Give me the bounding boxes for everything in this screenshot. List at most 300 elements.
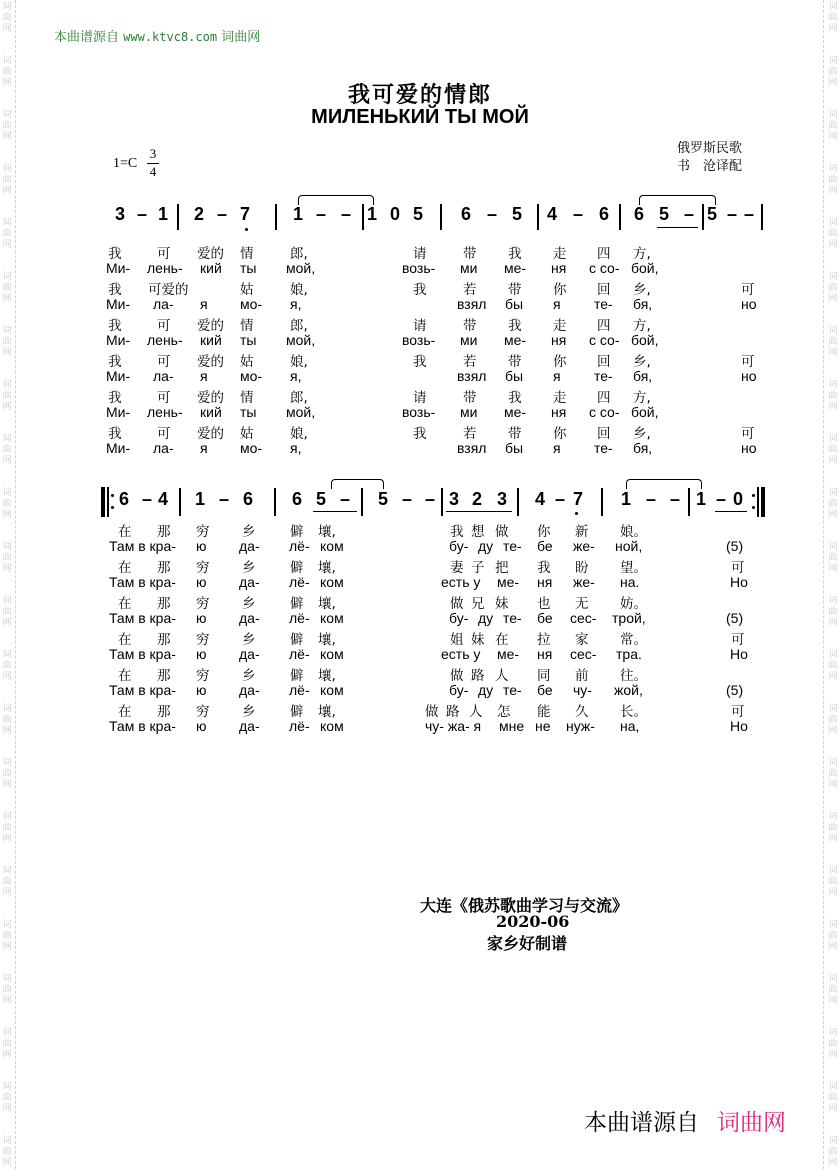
lyric-syllable-chinese: 乡 (242, 704, 256, 720)
lyric-syllable-russian: бу- (449, 682, 469, 698)
lyric-syllable-russian: Там в кра- (109, 538, 176, 554)
jianpu-note: – (219, 489, 230, 509)
watermark-char: 网 (2, 348, 12, 358)
watermark-char: 网 (828, 456, 838, 466)
watermark-char: 网 (2, 1158, 12, 1168)
lyric-syllable-chinese: 僻 (290, 560, 304, 576)
lyric-syllable-chinese: 望。 (620, 560, 647, 576)
lyric-syllable-russian: я (553, 296, 561, 312)
lyric-syllable-chinese: 请 (413, 246, 427, 262)
watermark-char: 词 (828, 1082, 838, 1092)
lyric-syllable-russian: же- (573, 538, 595, 554)
watermark-char: 曲 (828, 931, 838, 941)
watermark-char: 词 (828, 326, 838, 336)
lyric-syllable-russian: ты (240, 332, 257, 348)
watermark-char: 词 (828, 1136, 838, 1146)
barline (688, 488, 690, 516)
jianpu-note: 0 (733, 489, 744, 509)
lyric-syllable-russian: бе (537, 682, 553, 698)
lyric-syllable-russian: я (200, 440, 208, 456)
jianpu-note: 6 (292, 489, 303, 509)
lyric-syllable-chinese: 人 (469, 704, 483, 720)
lyric-syllable-chinese: 做 (495, 524, 509, 540)
lyric-syllable-chinese: 四 (597, 318, 611, 334)
bottom-brand (584, 1104, 786, 1137)
lyric-syllable-russian: но (741, 440, 757, 456)
lyric-syllable-chinese: 僻 (290, 668, 304, 684)
lyric-syllable-chinese: 娘, (290, 282, 308, 298)
lyric-syllable-chinese: 在 (118, 632, 132, 648)
low-octave-dot (245, 228, 248, 231)
lyric-syllable-russian: ду (478, 538, 494, 554)
lyric-syllable-russian: мо- (240, 440, 263, 456)
lyric-syllable-russian: же- (573, 574, 595, 590)
watermark-char: 曲 (828, 229, 838, 239)
repeat-dot (752, 494, 755, 497)
lyric-syllable-russian: но (741, 368, 757, 384)
jianpu-note: – (402, 489, 413, 509)
jianpu-note: 3 (497, 489, 508, 509)
time-signature-top: 3 (149, 146, 157, 161)
lyric-syllable-russian: нуж- (566, 718, 595, 734)
lyric-syllable-chinese: 乡 (242, 560, 256, 576)
watermark-char: 网 (2, 726, 12, 736)
barline (440, 204, 442, 230)
tie-slur (639, 195, 716, 205)
lyric-syllable-chinese: 同 (537, 668, 551, 684)
lyric-syllable-russian: ком (320, 610, 344, 626)
lyric-syllable-chinese: 若 (463, 354, 477, 370)
jianpu-note: 4 (535, 489, 546, 509)
lyric-syllable-russian: лень- (147, 404, 183, 420)
lyric-syllable-chinese: 方, (633, 390, 651, 406)
lyric-syllable-russian: на. (620, 574, 640, 590)
lyric-syllable-russian: те- (503, 682, 522, 698)
lyric-syllable-russian: (5) (726, 682, 744, 698)
watermark-char: 词 (2, 812, 12, 822)
lyric-syllable-russian: да- (239, 538, 260, 554)
lyric-syllable-chinese: 那 (157, 524, 171, 540)
watermark-char: 词 (828, 2, 838, 12)
lyric-syllable-chinese: 走 (553, 246, 567, 262)
watermark-char: 曲 (2, 553, 12, 563)
watermark-char: 词 (828, 704, 838, 714)
lyric-syllable-russian: с со- (589, 260, 620, 276)
watermark-char: 曲 (828, 1147, 838, 1157)
watermark-char: 词 (828, 56, 838, 66)
watermark-char: 曲 (828, 985, 838, 995)
watermark-char: 词 (828, 272, 838, 282)
jianpu-note: – (137, 204, 148, 224)
lyric-syllable-russian: те- (594, 296, 613, 312)
jianpu-note: 2 (472, 489, 483, 509)
lyric-syllable-chinese: 乡 (242, 632, 256, 648)
watermark-char: 词 (828, 812, 838, 822)
watermark-char: 曲 (828, 283, 838, 293)
watermark-char: 网 (828, 510, 838, 520)
lyric-syllable-chinese: 若 (463, 282, 477, 298)
bottom-brand-right[interactable]: 词曲网 (717, 1110, 786, 1136)
site-header (54, 26, 260, 45)
watermark-char: 网 (828, 996, 838, 1006)
watermark-char: 曲 (828, 715, 838, 725)
site-url[interactable]: www.ktvc8.com (123, 30, 218, 44)
watermark-char: 词 (2, 920, 12, 930)
barline (517, 488, 519, 516)
lyric-syllable-russian: ми (460, 332, 478, 348)
lyric-syllable-russian: бя, (633, 296, 653, 312)
watermark-char: 曲 (2, 499, 12, 509)
watermark-char: 词 (828, 1028, 838, 1038)
watermark-char: 曲 (2, 715, 12, 725)
lyric-syllable-chinese: 可 (157, 354, 171, 370)
song-title-chinese: 我可爱的情郎 (347, 82, 492, 108)
lyric-syllable-russian: ю (196, 718, 207, 734)
watermark-char: 曲 (2, 1147, 12, 1157)
watermark-char: 曲 (2, 391, 12, 401)
lyric-syllable-chinese: 穷 (196, 596, 210, 612)
lyric-syllable-chinese: 人 (495, 668, 509, 684)
watermark-char: 网 (828, 834, 838, 844)
lyric-syllable-russian: лё- (289, 574, 310, 590)
lyric-syllable-russian: ю (196, 574, 207, 590)
lyric-syllable-russian: возь- (402, 404, 436, 420)
lyric-syllable-chinese: 我 (508, 246, 522, 262)
watermark-char: 网 (2, 456, 12, 466)
lyric-syllable-chinese: 请 (413, 390, 427, 406)
lyric-syllable-chinese: 回 (597, 354, 611, 370)
right-border-watermark (826, 0, 840, 1169)
tie-slur (331, 479, 384, 489)
site-prefix: 本曲谱源自 (54, 30, 120, 45)
lyric-syllable-russian: я (553, 440, 561, 456)
watermark-char: 网 (828, 1158, 838, 1168)
lyric-syllable-chinese: 情 (240, 390, 254, 406)
lyric-syllable-russian: да- (239, 646, 260, 662)
lyric-syllable-chinese: 我 (413, 282, 427, 298)
repeat-start-barline (101, 487, 105, 517)
lyric-syllable-chinese: 娘, (290, 354, 308, 370)
watermark-char: 曲 (2, 877, 12, 887)
lyric-syllable-chinese: 带 (463, 390, 477, 406)
lyric-syllable-russian: (5) (726, 538, 744, 554)
jianpu-note: – (316, 204, 327, 224)
watermark-char: 词 (2, 1136, 12, 1146)
footer-maker: 家乡好制谱 (487, 934, 568, 953)
lyric-syllable-russian: лё- (289, 646, 310, 662)
jianpu-note: 7 (573, 489, 584, 509)
lyric-syllable-chinese: 做 (425, 704, 439, 720)
watermark-char: 词 (2, 650, 12, 660)
lyric-syllable-chinese: 想 (471, 524, 485, 540)
watermark-char: 曲 (828, 661, 838, 671)
lyric-syllable-chinese: 乡 (242, 524, 256, 540)
watermark-char: 曲 (828, 121, 838, 131)
lyric-syllable-russian: мо- (240, 296, 263, 312)
jianpu-note: 4 (158, 489, 169, 509)
watermark-char: 网 (2, 672, 12, 682)
lyric-syllable-chinese: 带 (508, 354, 522, 370)
left-dashed-rule (15, 0, 16, 1169)
jianpu-note: 4 (547, 204, 558, 224)
barline (274, 488, 276, 516)
watermark-char: 网 (2, 618, 12, 628)
watermark-char: 网 (2, 294, 12, 304)
lyric-syllable-chinese: 穷 (196, 560, 210, 576)
jianpu-note: – (744, 204, 755, 224)
lyric-syllable-chinese: 情 (240, 318, 254, 334)
lyric-syllable-chinese: 我 (108, 354, 122, 370)
watermark-char: 网 (2, 402, 12, 412)
jianpu-note: 6 (119, 489, 130, 509)
watermark-char: 词 (828, 218, 838, 228)
lyric-syllable-chinese: 穷 (196, 632, 210, 648)
lyric-syllable-russian: Там в кра- (109, 574, 176, 590)
lyric-syllable-russian: да- (239, 610, 260, 626)
key-signature: 1=C (113, 156, 138, 171)
jianpu-note: 6 (243, 489, 254, 509)
lyric-syllable-chinese: 请 (413, 318, 427, 334)
watermark-char: 网 (2, 510, 12, 520)
lyric-syllable-chinese: 在 (118, 560, 132, 576)
lyric-syllable-russian: лень- (147, 332, 183, 348)
watermark-char: 曲 (2, 661, 12, 671)
lyric-syllable-russian: бы (505, 296, 524, 312)
watermark-char: 网 (2, 942, 12, 952)
lyric-syllable-russian: да- (239, 682, 260, 698)
lyric-syllable-russian: ня (551, 404, 567, 420)
watermark-char: 词 (2, 1082, 12, 1092)
lyric-syllable-chinese: 怎 (497, 704, 511, 720)
repeat-dot (111, 506, 114, 509)
right-dashed-rule (823, 0, 824, 1169)
watermark-char: 曲 (2, 985, 12, 995)
jianpu-note: 1 (195, 489, 206, 509)
lyric-syllable-chinese: 若 (463, 426, 477, 442)
watermark-char: 网 (828, 348, 838, 358)
lyric-syllable-chinese: 你 (553, 426, 567, 442)
lyric-syllable-russian: Там в кра- (109, 718, 176, 734)
lyric-syllable-russian: с со- (589, 332, 620, 348)
credit-arranger: 书 沧译配 (677, 159, 743, 174)
lyric-syllable-russian: ду (478, 610, 494, 626)
footer-source: 大连《俄苏歌曲学习与交流》 (420, 896, 629, 915)
lyric-syllable-russian: ком (320, 538, 344, 554)
lyric-syllable-chinese: 新 (575, 524, 589, 540)
lyric-syllable-russian: Ми- (106, 296, 131, 312)
lyric-syllable-russian: ком (320, 646, 344, 662)
lyric-syllable-russian: ты (240, 404, 257, 420)
lyric-syllable-russian: я, (290, 296, 302, 312)
lyric-syllable-russian: мо- (240, 368, 263, 384)
lyric-syllable-chinese: 我 (508, 390, 522, 406)
jianpu-note: – (217, 204, 228, 224)
lyric-syllable-chinese: 你 (553, 354, 567, 370)
lyric-syllable-russian: возь- (402, 260, 436, 276)
lyric-syllable-russian: ной, (615, 538, 643, 554)
low-octave-dot (575, 512, 578, 515)
lyric-syllable-russian: чу- (573, 682, 592, 698)
underline-beam (715, 511, 747, 512)
lyric-syllable-chinese: 我 (508, 318, 522, 334)
watermark-char: 曲 (2, 283, 12, 293)
lyric-syllable-chinese: 爱的 (197, 318, 224, 334)
lyric-syllable-chinese: 我 (108, 282, 122, 298)
watermark-char: 网 (828, 888, 838, 898)
jianpu-note: 5 (707, 204, 718, 224)
lyric-syllable-chinese: 带 (463, 246, 477, 262)
lyric-syllable-chinese: 也 (537, 596, 551, 612)
lyric-syllable-chinese: 我 (108, 426, 122, 442)
jianpu-note: 1 (621, 489, 632, 509)
lyric-syllable-chinese: 在 (118, 704, 132, 720)
watermark-char: 网 (2, 24, 12, 34)
watermark-char: 词 (2, 326, 12, 336)
lyric-syllable-chinese: 可 (741, 426, 755, 442)
song-title-russian: МИЛЕНЬКИЙ ТЫ МОЙ (311, 106, 529, 128)
lyric-syllable-russian: бе (537, 610, 553, 626)
watermark-char: 词 (2, 218, 12, 228)
lyric-syllable-russian: взял (457, 368, 487, 384)
lyric-syllable-chinese: 壤, (318, 560, 336, 576)
watermark-char: 曲 (2, 67, 12, 77)
watermark-char: 曲 (2, 1093, 12, 1103)
lyric-syllable-russian: ла- (153, 296, 174, 312)
lyric-syllable-chinese: 我 (108, 318, 122, 334)
lyric-syllable-russian: лё- (289, 610, 310, 626)
watermark-char: 词 (2, 596, 12, 606)
lyric-syllable-chinese: 带 (463, 318, 477, 334)
jianpu-note: 3 (115, 204, 126, 224)
underline-beam (446, 511, 512, 512)
lyric-syllable-russian: Ми- (106, 440, 131, 456)
underline-beam (313, 511, 357, 512)
lyric-syllable-chinese: 回 (597, 426, 611, 442)
lyric-syllable-russian: ю (196, 646, 207, 662)
watermark-char: 词 (828, 110, 838, 120)
barline (702, 204, 704, 230)
lyric-syllable-russian: ду (478, 682, 494, 698)
watermark-char: 网 (2, 1104, 12, 1114)
lyric-syllable-russian: бой, (631, 404, 659, 420)
lyric-syllable-russian: кий (200, 260, 222, 276)
watermark-char: 网 (828, 942, 838, 952)
jianpu-note: – (684, 204, 695, 224)
jianpu-note: – (670, 489, 681, 509)
lyric-syllable-chinese: 乡 (242, 596, 256, 612)
lyric-syllable-russian: ми (460, 404, 478, 420)
time-signature-bottom: 4 (149, 164, 157, 179)
watermark-char: 词 (828, 650, 838, 660)
watermark-char: 网 (2, 564, 12, 574)
lyric-syllable-chinese: 在 (118, 668, 132, 684)
lyric-syllable-chinese: 僻 (290, 632, 304, 648)
watermark-char: 网 (2, 1050, 12, 1060)
watermark-char: 曲 (828, 67, 838, 77)
repeat-dot (752, 506, 755, 509)
watermark-char: 网 (828, 240, 838, 250)
lyric-syllable-chinese: 僻 (290, 596, 304, 612)
lyric-syllable-russian: есть у (441, 574, 481, 590)
lyric-syllable-chinese: 做 (450, 668, 464, 684)
lyric-syllable-chinese: 我 (537, 560, 551, 576)
lyric-syllable-russian: ня (537, 646, 553, 662)
lyric-syllable-chinese: 走 (553, 390, 567, 406)
jianpu-note: 1 (293, 204, 304, 224)
lyric-syllable-russian: но (741, 296, 757, 312)
watermark-char: 曲 (828, 553, 838, 563)
lyric-syllable-chinese: 四 (597, 246, 611, 262)
lyric-syllable-russian: ме- (504, 404, 527, 420)
lyric-syllable-chinese: 姑 (240, 282, 254, 298)
watermark-char: 曲 (828, 499, 838, 509)
lyric-syllable-russian: Но (730, 574, 748, 590)
lyric-syllable-chinese: 郎, (290, 318, 308, 334)
watermark-char: 曲 (828, 175, 838, 185)
lyric-syllable-russian: ла- (153, 368, 174, 384)
lyric-syllable-russian: я (200, 296, 208, 312)
lyric-syllable-chinese: 爱的 (197, 246, 224, 262)
lyric-syllable-russian: ком (320, 682, 344, 698)
lyric-syllable-chinese: 郎, (290, 390, 308, 406)
lyric-syllable-chinese: 姑 (240, 426, 254, 442)
lyric-syllable-chinese: 壤, (318, 668, 336, 684)
lyric-syllable-russian: (5) (726, 610, 744, 626)
lyric-syllable-russian: Ми- (106, 332, 131, 348)
watermark-char: 曲 (2, 1039, 12, 1049)
lyric-syllable-russian: сес- (570, 646, 597, 662)
watermark-char: 网 (2, 186, 12, 196)
watermark-char: 曲 (2, 823, 12, 833)
watermark-char: 曲 (828, 1093, 838, 1103)
jianpu-note: – (555, 489, 566, 509)
watermark-char: 网 (2, 780, 12, 790)
lyric-syllable-chinese: 你 (537, 524, 551, 540)
watermark-char: 曲 (828, 607, 838, 617)
lyric-syllable-chinese: 在 (495, 632, 509, 648)
lyric-syllable-chinese: 情 (240, 246, 254, 262)
lyric-syllable-russian: бя, (633, 368, 653, 384)
lyric-syllable-chinese: 前 (575, 668, 589, 684)
lyric-syllable-russian: Но (730, 646, 748, 662)
barline (761, 204, 763, 230)
lyric-syllable-russian: ня (551, 260, 567, 276)
lyric-syllable-russian: ю (196, 538, 207, 554)
watermark-char: 词 (2, 758, 12, 768)
watermark-char: 词 (2, 380, 12, 390)
jianpu-note: – (727, 204, 738, 224)
jianpu-note: 5 (316, 489, 327, 509)
lyric-syllable-russian: кий (200, 404, 222, 420)
lyric-syllable-chinese: 在 (118, 596, 132, 612)
credit-origin: 俄罗斯民歌 (677, 141, 743, 156)
lyric-syllable-chinese: 壤, (318, 596, 336, 612)
barline (177, 204, 179, 230)
repeat-dot (111, 494, 114, 497)
watermark-char: 曲 (2, 13, 12, 23)
watermark-char: 曲 (828, 1039, 838, 1049)
lyric-syllable-chinese: 我 (413, 426, 427, 442)
jianpu-note: 1 (367, 204, 378, 224)
watermark-char: 网 (828, 564, 838, 574)
watermark-char: 词 (828, 434, 838, 444)
lyric-syllable-russian: ня (551, 332, 567, 348)
watermark-char: 词 (828, 380, 838, 390)
lyric-syllable-russian: те- (594, 368, 613, 384)
watermark-char: 曲 (828, 13, 838, 23)
lyric-syllable-chinese: 我 (450, 524, 464, 540)
lyric-syllable-chinese: 乡 (242, 668, 256, 684)
